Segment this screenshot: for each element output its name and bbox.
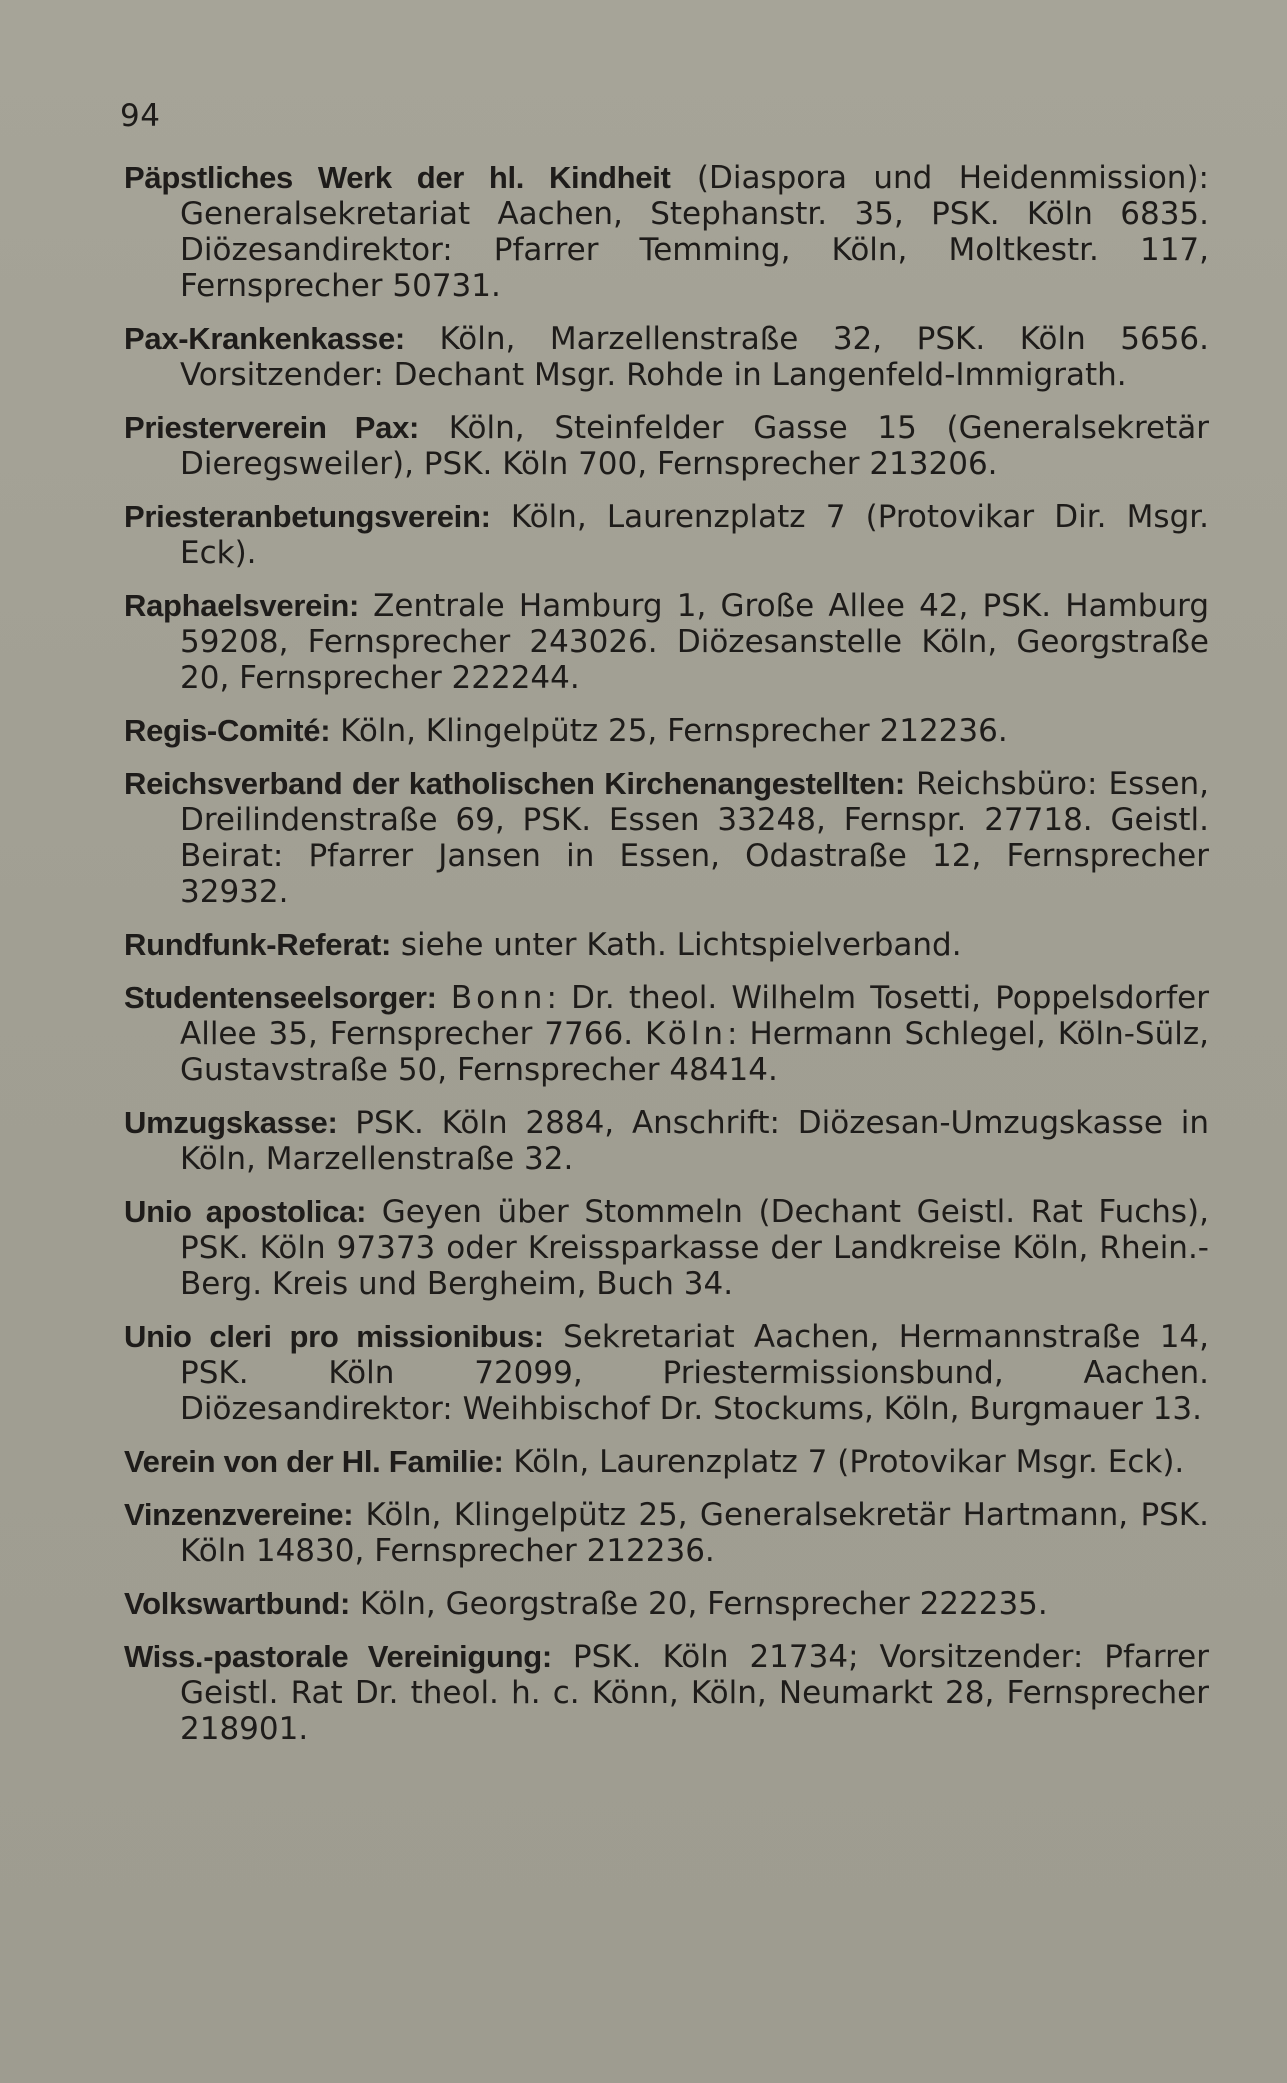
entry-heading: Umzugskasse: — [124, 1105, 338, 1140]
directory-entry — [124, 410, 1209, 482]
entry-body: PSK. Köln 2884, Anschrift: Diözesan-Umzugskasse in Köln, Marzellenstraße 32. — [180, 1105, 1209, 1177]
entry-heading: Regis-Comité: — [124, 713, 331, 748]
entry-body: Zentrale Hamburg 1, Große Allee 42, PSK. Hamburg 59208, Fernsprecher 243026. Diözesanstelle Köln, Georgstraße 20, Fernsprecher 222244. — [180, 588, 1209, 696]
directory-entry — [124, 1639, 1209, 1747]
directory-entry — [124, 499, 1209, 571]
entry-heading: Reichsverband der katholischen Kirchenangestellten: — [124, 766, 905, 801]
entry-body: Köln, Laurenzplatz 7 (Protovikar Dir. Msgr. Eck). — [180, 499, 1209, 571]
entry-body: Köln, Klingelpütz 25, Generalsekretär Hartmann, PSK. Köln 14830, Fernsprecher 212236. — [180, 1497, 1209, 1569]
entry-body: Reichsbüro: Essen, Dreilindenstraße 69, PSK. Essen 33248, Fernspr. 27718. Geistl. Beirat: Pfarrer Jansen in Essen, Odastraße 12, Fernsprecher 32932. — [180, 766, 1209, 910]
entry-heading: Studentenseelsorger: — [124, 980, 437, 1015]
entry-heading: Verein von der Hl. Familie: — [124, 1444, 504, 1479]
entry-heading: Vinzenzvereine: — [124, 1497, 354, 1532]
entry-body: Sekretariat Aachen, Hermannstraße 14, PSK. Köln 72099, Priestermissionsbund, Aachen. Diözesandirektor: Weihbischof Dr. Stockums, Köln, Burgmauer 13. — [180, 1319, 1210, 1427]
directory-entry — [124, 1586, 1209, 1622]
entry-heading: Priesteranbetungsverein: — [124, 499, 491, 534]
directory-entry — [124, 927, 1209, 963]
page-number: 94 — [120, 98, 161, 134]
entry-body: Köln, Laurenzplatz 7 (Protovikar Msgr. Eck). — [503, 1444, 1185, 1480]
entry-body: Köln, Marzellenstraße 32, PSK. Köln 5656. Vorsitzender: Dechant Msgr. Rohde in Langenfeld-Immigrath. — [180, 321, 1209, 393]
entry-heading: Päpstliches Werk der hl. Kindheit — [124, 160, 671, 195]
entry-body: : Dr. theol. Wilhelm Tosetti, Poppelsdorfer Allee 35, Fernsprecher 7766. — [180, 980, 1210, 1052]
directory-entry — [124, 588, 1209, 696]
entry-heading: Pax-Krankenkasse: — [124, 321, 405, 356]
directory-entry — [124, 160, 1209, 304]
directory-entry — [124, 713, 1209, 749]
entry-body: siehe unter Kath. Lichtspielverband. — [391, 927, 962, 963]
entry-city-koeln: Köln — [645, 1016, 728, 1052]
entry-body: Köln, Georgstraße 20, Fernsprecher 222235. — [350, 1586, 1048, 1622]
directory-entry — [124, 1319, 1209, 1427]
directory-entry — [124, 1444, 1209, 1480]
directory-entry — [124, 321, 1209, 393]
directory-entries — [124, 160, 1209, 1764]
entry-heading: Wiss.-pastorale Vereinigung: — [124, 1639, 552, 1674]
entry-heading: Volkswartbund: — [124, 1586, 351, 1621]
entry-heading: Unio apostolica: — [124, 1194, 367, 1229]
entry-body: Köln, Klingelpütz 25, Fernsprecher 212236. — [330, 713, 1008, 749]
directory-entry — [124, 980, 1209, 1088]
entry-heading: Raphaelsverein: — [124, 588, 359, 623]
entry-heading: Unio cleri pro missionibus: — [124, 1319, 544, 1354]
entry-body: Geyen über Stommeln (Dechant Geistl. Rat Fuchs), PSK. Köln 97373 oder Kreissparkasse der Landkreise Köln, Rhein.-Berg. Kreis und Bergheim, Buch 34. — [180, 1194, 1210, 1302]
entry-body: Köln, Steinfelder Gasse 15 (Generalsekretär Dieregsweiler), PSK. Köln 700, Fernsprecher 213206. — [180, 410, 1209, 482]
entry-body: PSK. Köln 21734; Vorsitzender: Pfarrer Geistl. Rat Dr. theol. h. c. Könn, Köln, Neumarkt 28, Fernsprecher 218901. — [180, 1639, 1209, 1747]
entry-heading: Priesterverein Pax: — [124, 410, 420, 445]
directory-entry — [124, 1194, 1209, 1302]
entry-city-bonn: Bonn — [450, 980, 547, 1016]
directory-entry — [124, 1105, 1209, 1177]
entry-heading: Rundfunk-Referat: — [124, 927, 391, 962]
entry-body: (Diaspora und Heidenmission): Generalsekretariat Aachen, Stephanstr. 35, PSK. Köln 6835. Diözesandirektor: Pfarrer Temming, Köln, Moltkestr. 117, Fernsprecher 50731. — [180, 160, 1209, 304]
entry-body: : Hermann Schlegel, Köln-Sülz, Gustavstraße 50, Fernsprecher 48414. — [180, 1016, 1209, 1088]
directory-entry — [124, 1497, 1209, 1569]
directory-entry — [124, 766, 1209, 910]
